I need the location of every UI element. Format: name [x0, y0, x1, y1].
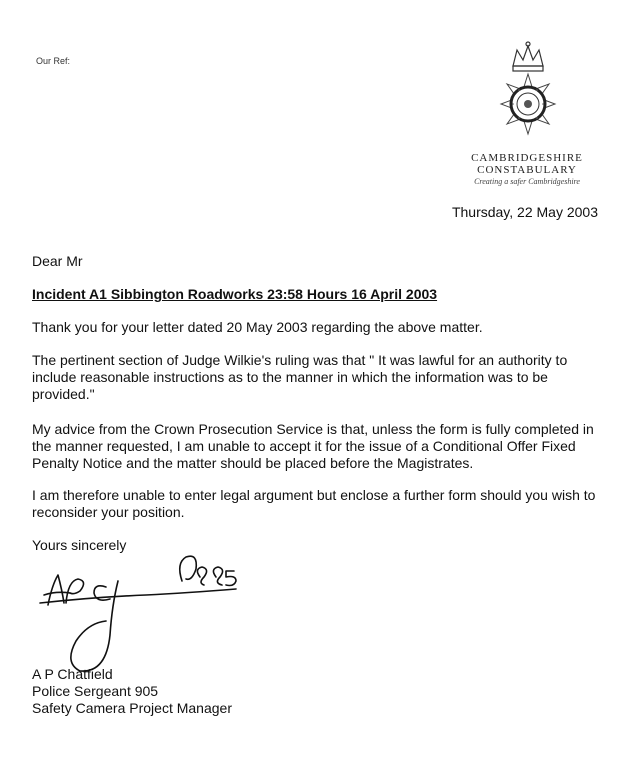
- force-tagline: Creating a safer Cambridgeshire: [474, 177, 580, 186]
- body-paragraph: My advice from the Crown Prosecution Service is that, unless the form is fully completed in the manner requested, I am unable to accept it for the issue of a Conditional Offer Fixed Penalty Notice and the matter should be placed before the Magistrates.: [32, 421, 594, 471]
- body-paragraph: Thank you for your letter dated 20 May 2003 regarding the above matter.: [32, 319, 483, 335]
- letter-date: Thursday, 22 May 2003: [451, 204, 598, 220]
- signatory-name: A P Chatfield: [32, 666, 113, 682]
- signatory-role: Safety Camera Project Manager: [32, 700, 232, 716]
- subject-line: Incident A1 Sibbington Roadworks 23:58 Hours 16 April 2003: [32, 286, 438, 302]
- force-name-line1: CAMBRIDGESHIRE: [471, 152, 583, 164]
- salutation: Dear Mr: [32, 253, 83, 269]
- signatory-rank: Police Sergeant 905: [32, 683, 159, 699]
- signature-block: [32, 666, 232, 717]
- force-name-line2: CONSTABULARY: [477, 164, 577, 176]
- closing: Yours sincerely: [32, 537, 127, 553]
- handwritten-signature: [36, 545, 286, 685]
- our-ref-label: Our Ref:: [36, 56, 71, 66]
- body-paragraph: The pertinent section of Judge Wilkie's ruling was that " It was lawful for an authority to include reasonable instructions as to the manner in which the information was to be provided.": [32, 352, 568, 402]
- constabulary-crest-icon: [483, 38, 573, 148]
- body-paragraph: I am therefore unable to enter legal argument but enclose a further form should you wish to reconsider your position.: [32, 487, 596, 520]
- force-name: [452, 152, 602, 188]
